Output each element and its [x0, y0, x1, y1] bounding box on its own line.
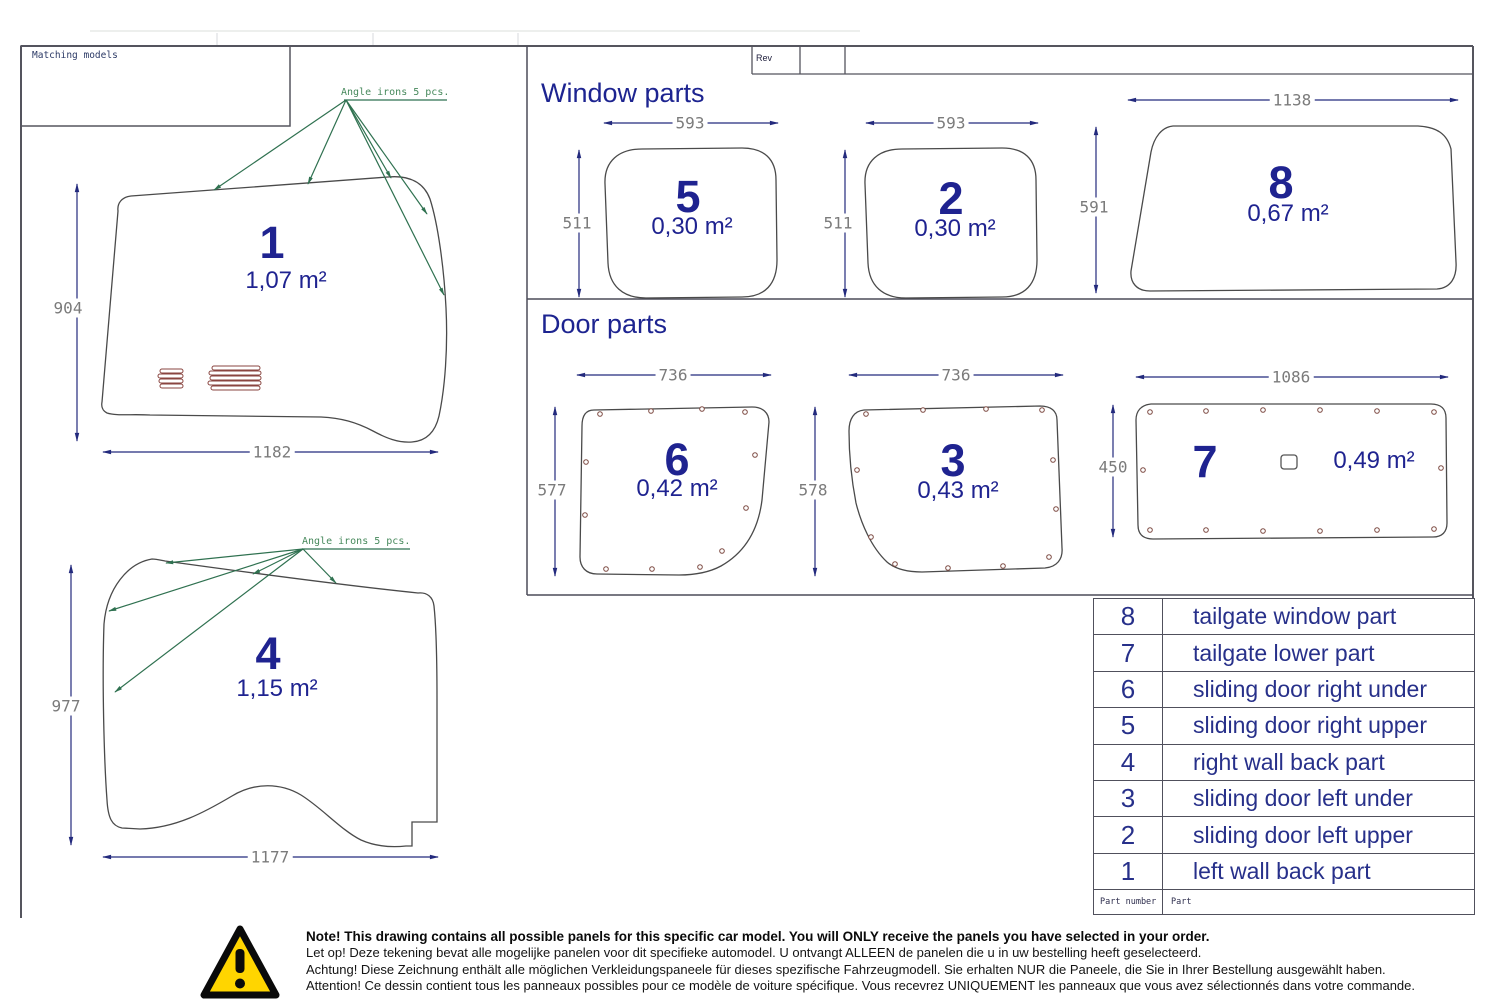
door-parts-title: Door parts [541, 309, 668, 339]
panel-5-number: 5 [675, 171, 701, 222]
panel-2-number: 2 [938, 173, 964, 224]
panel-7-square-hole [1281, 455, 1297, 469]
part-name: sliding door left under [1193, 785, 1413, 812]
dim-panel6-width: 736 [656, 366, 691, 385]
panel-1-number: 1 [259, 217, 285, 268]
panel-1-vent-hatch [158, 366, 261, 390]
order-note [306, 929, 1415, 994]
part-number: 7 [1094, 635, 1163, 670]
part-name: right wall back part [1193, 748, 1385, 775]
warning-triangle-icon [204, 929, 276, 995]
panel-8-area: 0,67 m² [1247, 200, 1329, 227]
panel-1-angle-iron-leaders [214, 100, 447, 295]
matching-models-label: Matching models [32, 50, 118, 61]
part-name: sliding door right under [1193, 675, 1427, 702]
parts-table [1093, 598, 1475, 915]
panel-6-area: 0,42 m² [636, 475, 718, 502]
dim-panel8-height: 591 [1077, 198, 1112, 217]
dim-panel3-height: 578 [796, 481, 831, 500]
page-crop-artifact [90, 31, 860, 45]
angle-irons-label-panel4: Angle irons 5 pcs. [302, 536, 411, 547]
panel-8-number: 8 [1268, 157, 1294, 208]
table-row [1094, 781, 1474, 817]
panel-4-area: 1,15 m² [236, 675, 318, 702]
part-number: 6 [1094, 672, 1163, 707]
table-row [1094, 708, 1474, 744]
dim-panel8-width: 1138 [1270, 91, 1315, 110]
note-line-en: Note! This drawing contains all possible panels for this specific car model. You will ONLY receive the panels you have selected in your order. [306, 929, 1210, 944]
table-row [1094, 672, 1474, 708]
dim-panel4-width: 1177 [248, 848, 293, 867]
dim-panel7-width: 1086 [1269, 368, 1314, 387]
note-line-de: Achtung! Diese Zeichnung enthält alle möglichen Verkleidungspaneele für dieses spezifische Fahrzeugmodell. Sie erhalten NUR die Paneele, die Sie in Ihrer Bestellung ausgewählt haben. [306, 961, 1386, 977]
part-header: Part [1171, 897, 1192, 908]
dim-panel2-height: 511 [821, 214, 856, 233]
part-number: 3 [1094, 781, 1163, 816]
table-row [1094, 745, 1474, 781]
table-header-row [1094, 890, 1474, 915]
window-parts-title: Window parts [541, 78, 705, 108]
panel-2-area: 0,30 m² [914, 215, 996, 242]
panel-3-area: 0,43 m² [917, 477, 999, 504]
table-row [1094, 817, 1474, 853]
dim-panel2-width: 593 [934, 114, 969, 133]
part-name: sliding door right upper [1193, 712, 1427, 739]
note-line-nl: Let op! Deze tekening bevat alle mogelijke panelen voor dit specifieke automodel. U ontvangt ALLEEN de panelen die u in uw bestelling heeft geselecteerd. [306, 945, 1202, 961]
part-name: tailgate window part [1193, 603, 1397, 630]
angle-irons-label-panel1: Angle irons 5 pcs. [341, 87, 450, 98]
panel-4-dimensions [71, 565, 438, 857]
rev-label: Rev [756, 53, 773, 63]
part-name: tailgate lower part [1193, 639, 1375, 666]
panel-4-number: 4 [255, 628, 281, 679]
parts-section-box [527, 46, 1473, 595]
dim-panel6-height: 577 [535, 481, 570, 500]
part-number: 4 [1094, 745, 1163, 780]
panel-7-area: 0,49 m² [1333, 447, 1415, 474]
dim-panel1-height: 904 [51, 299, 86, 318]
part-name: left wall back part [1193, 857, 1371, 884]
note-line-fr: Attention! Ce dessin contient tous les panneaux possibles pour ce modèle de voiture spécifique. Vous recevrez UNIQUEMENT les panneaux que vous avez sélectionnés dans votre commande. [306, 977, 1415, 993]
dim-panel5-height: 511 [560, 214, 595, 233]
part-number: 5 [1094, 708, 1163, 743]
part-number: 1 [1094, 854, 1163, 889]
panel-3-number: 3 [940, 435, 966, 486]
panel-6-number: 6 [664, 434, 690, 485]
dim-panel5-width: 593 [673, 114, 708, 133]
dim-panel3-width: 736 [939, 366, 974, 385]
dim-panel7-height: 450 [1096, 458, 1131, 477]
panel-7-number: 7 [1192, 436, 1218, 487]
part-number: 2 [1094, 817, 1163, 852]
part-number: 8 [1094, 599, 1163, 634]
dim-panel1-width: 1182 [250, 443, 295, 462]
part-number-header: Part number [1094, 890, 1163, 915]
table-row [1094, 854, 1474, 890]
table-row [1094, 635, 1474, 671]
dim-panel4-height: 977 [49, 697, 84, 716]
table-row [1094, 599, 1474, 635]
panel-1-area: 1,07 m² [245, 267, 327, 294]
window-parts-dimensions [579, 100, 1458, 297]
part-name: sliding door left upper [1193, 821, 1413, 848]
rev-strip [752, 46, 1473, 74]
panel-5-area: 0,30 m² [651, 213, 733, 240]
panel-1-dimensions [77, 184, 438, 452]
